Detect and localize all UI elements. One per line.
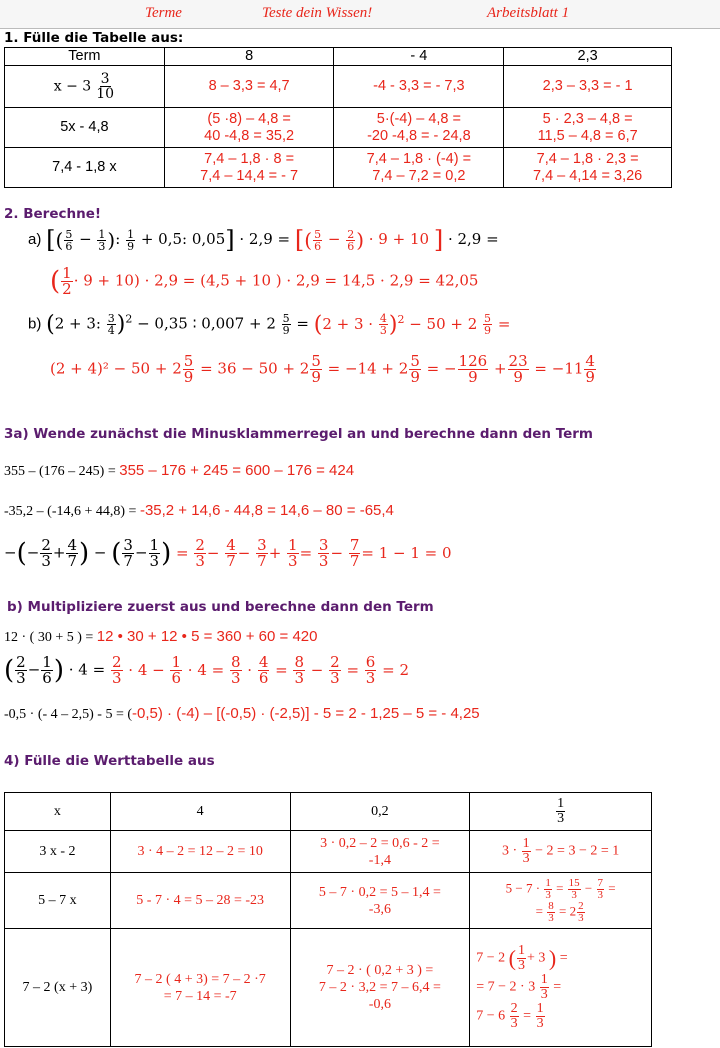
task1-cell: 7,4 – 1,8 · 8 = 7,4 – 14,4 = - 7 xyxy=(164,148,334,188)
task1-cell: 7,4 – 1,8 · (-4) = 7,4 – 7,2 = 0,2 xyxy=(334,148,504,188)
worksheet-header xyxy=(0,0,720,29)
header-sheet: Arbeitsblatt 1 xyxy=(487,5,570,21)
task1-header-row xyxy=(5,48,672,66)
task4-table xyxy=(4,792,652,1047)
header-topic: Terme xyxy=(145,5,182,21)
task2a-label: a) xyxy=(28,231,42,248)
task1-col-minus4: - 4 xyxy=(334,48,504,66)
task1-term: 5x - 4,8 xyxy=(5,108,165,148)
task1-cell: 5·(-4) – 4,8 = -20 -4,8 = - 24,8 xyxy=(334,108,504,148)
task3a-title: 3a) Wende zunächst die Minusklammerregel an und berechne dann den Term xyxy=(4,426,593,442)
task2b-label: b) xyxy=(28,315,42,333)
task3a-line3: −(− $\frac{2}{3}$ + $\frac{4}{7}$ ) − ( $\frac{3}{7}$ − $\frac{1}{3}$ ) = $\frac{2}{3}$ − $\frac{4}{7}$ − $\frac{3}{7}$ + $\frac{1}{3}$ = $\frac{3}{3}$ − $\frac{7}{7}$ = 1 − 1 = 0 xyxy=(4,536,452,570)
task4-col-4: 4 xyxy=(110,793,290,831)
task4-title: 4) Fülle die Werttabelle aus xyxy=(4,753,215,769)
table-row xyxy=(5,108,672,148)
task1-cell: -4 - 3,3 = - 7,3 xyxy=(334,66,504,108)
task1-cell: 5 · 2,3 – 4,8 = 11,5 – 4,8 = 6,7 xyxy=(504,108,672,148)
task4-cell: 7 – 2 · ( 0,2 + 3 ) = 7 – 2 · 3,2 = 7 – 6,4 = -0,6 xyxy=(290,929,470,1047)
task3b-line3: -0,5 · (- 4 – 2,5) - 5 = (-0,5) · (-4) – [(-0,5) · (-2,5)] - 5 = 2 - 1,25 – 5 = - 4,25 xyxy=(4,705,480,722)
task3b-line2: ( $\frac{2}{3}$ − $\frac{1}{6}$ ) · 4 = $\frac{2}{3}$ · 4 − $\frac{1}{6}$ · 4 = $\frac{8}{3}$ · $\frac{4}{6}$ = $\frac{8}{3}$ − $\frac{2}{3}$ = $\frac{6}{3}$ = 2 xyxy=(4,653,409,687)
task4-cell: 3 · 4 – 2 = 12 – 2 = 10 xyxy=(110,831,290,873)
task1-term: 7,4 - 1,8 x xyxy=(5,148,165,188)
task3b-line1: 12 · ( 30 + 5 ) = 12 • 30 + 12 • 5 = 360 + 60 = 420 xyxy=(4,628,318,645)
task1-cell: 7,4 – 1,8 · 2,3 = 7,4 – 4,14 = 3,26 xyxy=(504,148,672,188)
task4-term: 5 – 7 x xyxy=(5,873,111,929)
task1-cell: (5 ·8) – 4,8 = 40 -4,8 = 35,2 xyxy=(164,108,334,148)
task2b-result: (2 + 4)² − 50 + 2 $\frac{5}{9}$ = 36 − 50 + 2 $\frac{5}{9}$ = −14 + 2 $\frac{5}{9}$ = − $\frac{126}{9}$ + $\frac{23}{9}$ = −11 $\frac{4}{9}$ xyxy=(50,352,595,386)
task2-title: 2. Berechne! xyxy=(4,206,102,222)
task4-cell: 3 · $\frac{1}{3}$ − 2 = 3 − 2 = 1 xyxy=(470,831,652,873)
task4-col-x: x xyxy=(5,793,111,831)
task2a-result: ( $\frac{1}{2}$ · 9 + 10) · 2,9 = (4,5 + 10 ) · 2,9 = 14,5 · 2,9 = 42,05 xyxy=(50,264,479,298)
task1-term: x − 3 $\frac{3}{10}$ xyxy=(5,66,165,108)
task2b-expression: b) (2 + 3: $\frac{3}{4}$ )$^2$ − 0,35 ∶ 0,007 + 2 $\frac{5}{9}$ = (2 + 3 · $\frac{4}{3}$ )$^2$ − 50 + 2 $\frac{5}{9}$ = xyxy=(28,312,511,337)
task1-col-8: 8 xyxy=(164,48,334,66)
task4-term: 3 x - 2 xyxy=(5,831,111,873)
table-row xyxy=(5,929,652,1047)
task1-cell: 2,3 – 3,3 = - 1 xyxy=(504,66,672,108)
table-row xyxy=(5,831,652,873)
task4-cell: 5 - 7 · 4 = 5 – 28 = -23 xyxy=(110,873,290,929)
task1-table xyxy=(4,47,672,188)
task1-title: 1. Fülle die Tabelle aus: xyxy=(4,30,184,46)
task4-header-row xyxy=(5,793,652,831)
table-row xyxy=(5,66,672,108)
task3a-line1: 355 – (176 – 245) = 355 – 176 + 245 = 600 – 176 = 424 xyxy=(4,462,355,479)
task1-cell: 8 – 3,3 = 4,7 xyxy=(164,66,334,108)
task1-col-23: 2,3 xyxy=(504,48,672,66)
table-row xyxy=(5,873,652,929)
task4-cell: 5 – 7 · 0,2 = 5 – 1,4 = -3,6 xyxy=(290,873,470,929)
task4-col-third: $\frac{1}{3}$ xyxy=(470,793,652,831)
task3a-line2: -35,2 – (-14,6 + 44,8) = -35,2 + 14,6 - 44,8 = 14,6 – 80 = -65,4 xyxy=(4,502,394,519)
task3b-title: b) Multipliziere zuerst aus und berechne dann den Term xyxy=(7,599,434,615)
task4-cell: 7 − 2 ( $\frac{1}{3}$ + 3 ) = = 7 − 2 · 3 $\frac{1}{3}$ = 7 − 6 $\frac{2}{3}$ = $\frac{1}{3}$ xyxy=(470,929,652,1047)
task4-col-02: 0,2 xyxy=(290,793,470,831)
header-subtitle: Teste dein Wissen! xyxy=(262,5,373,21)
task4-term: 7 – 2 (x + 3) xyxy=(5,929,111,1047)
task2a-expression: a) [( $\frac{5}{6}$ − $\frac{1}{3}$ ): $\frac{1}{9}$ + 0,5: 0,05] · 2,9 = [( $\frac{5}{6}$ − $\frac{2}{6}$ ) · 9 + 10 ] · 2,9 = xyxy=(28,226,499,254)
task1-col-term: Term xyxy=(5,48,165,66)
task4-cell: 7 – 2 ( 4 + 3) = 7 – 2 ·7 = 7 – 14 = -7 xyxy=(110,929,290,1047)
task4-cell: 3 · 0,2 – 2 = 0,6 - 2 = -1,4 xyxy=(290,831,470,873)
task4-cell: 5 − 7 · $\frac{1}{3}$ = $\frac{15}{3}$ − $\frac{7}{3}$ = = $\frac{8}{3}$ = 2 $\frac{2}{3}$ xyxy=(470,873,652,929)
table-row xyxy=(5,148,672,188)
